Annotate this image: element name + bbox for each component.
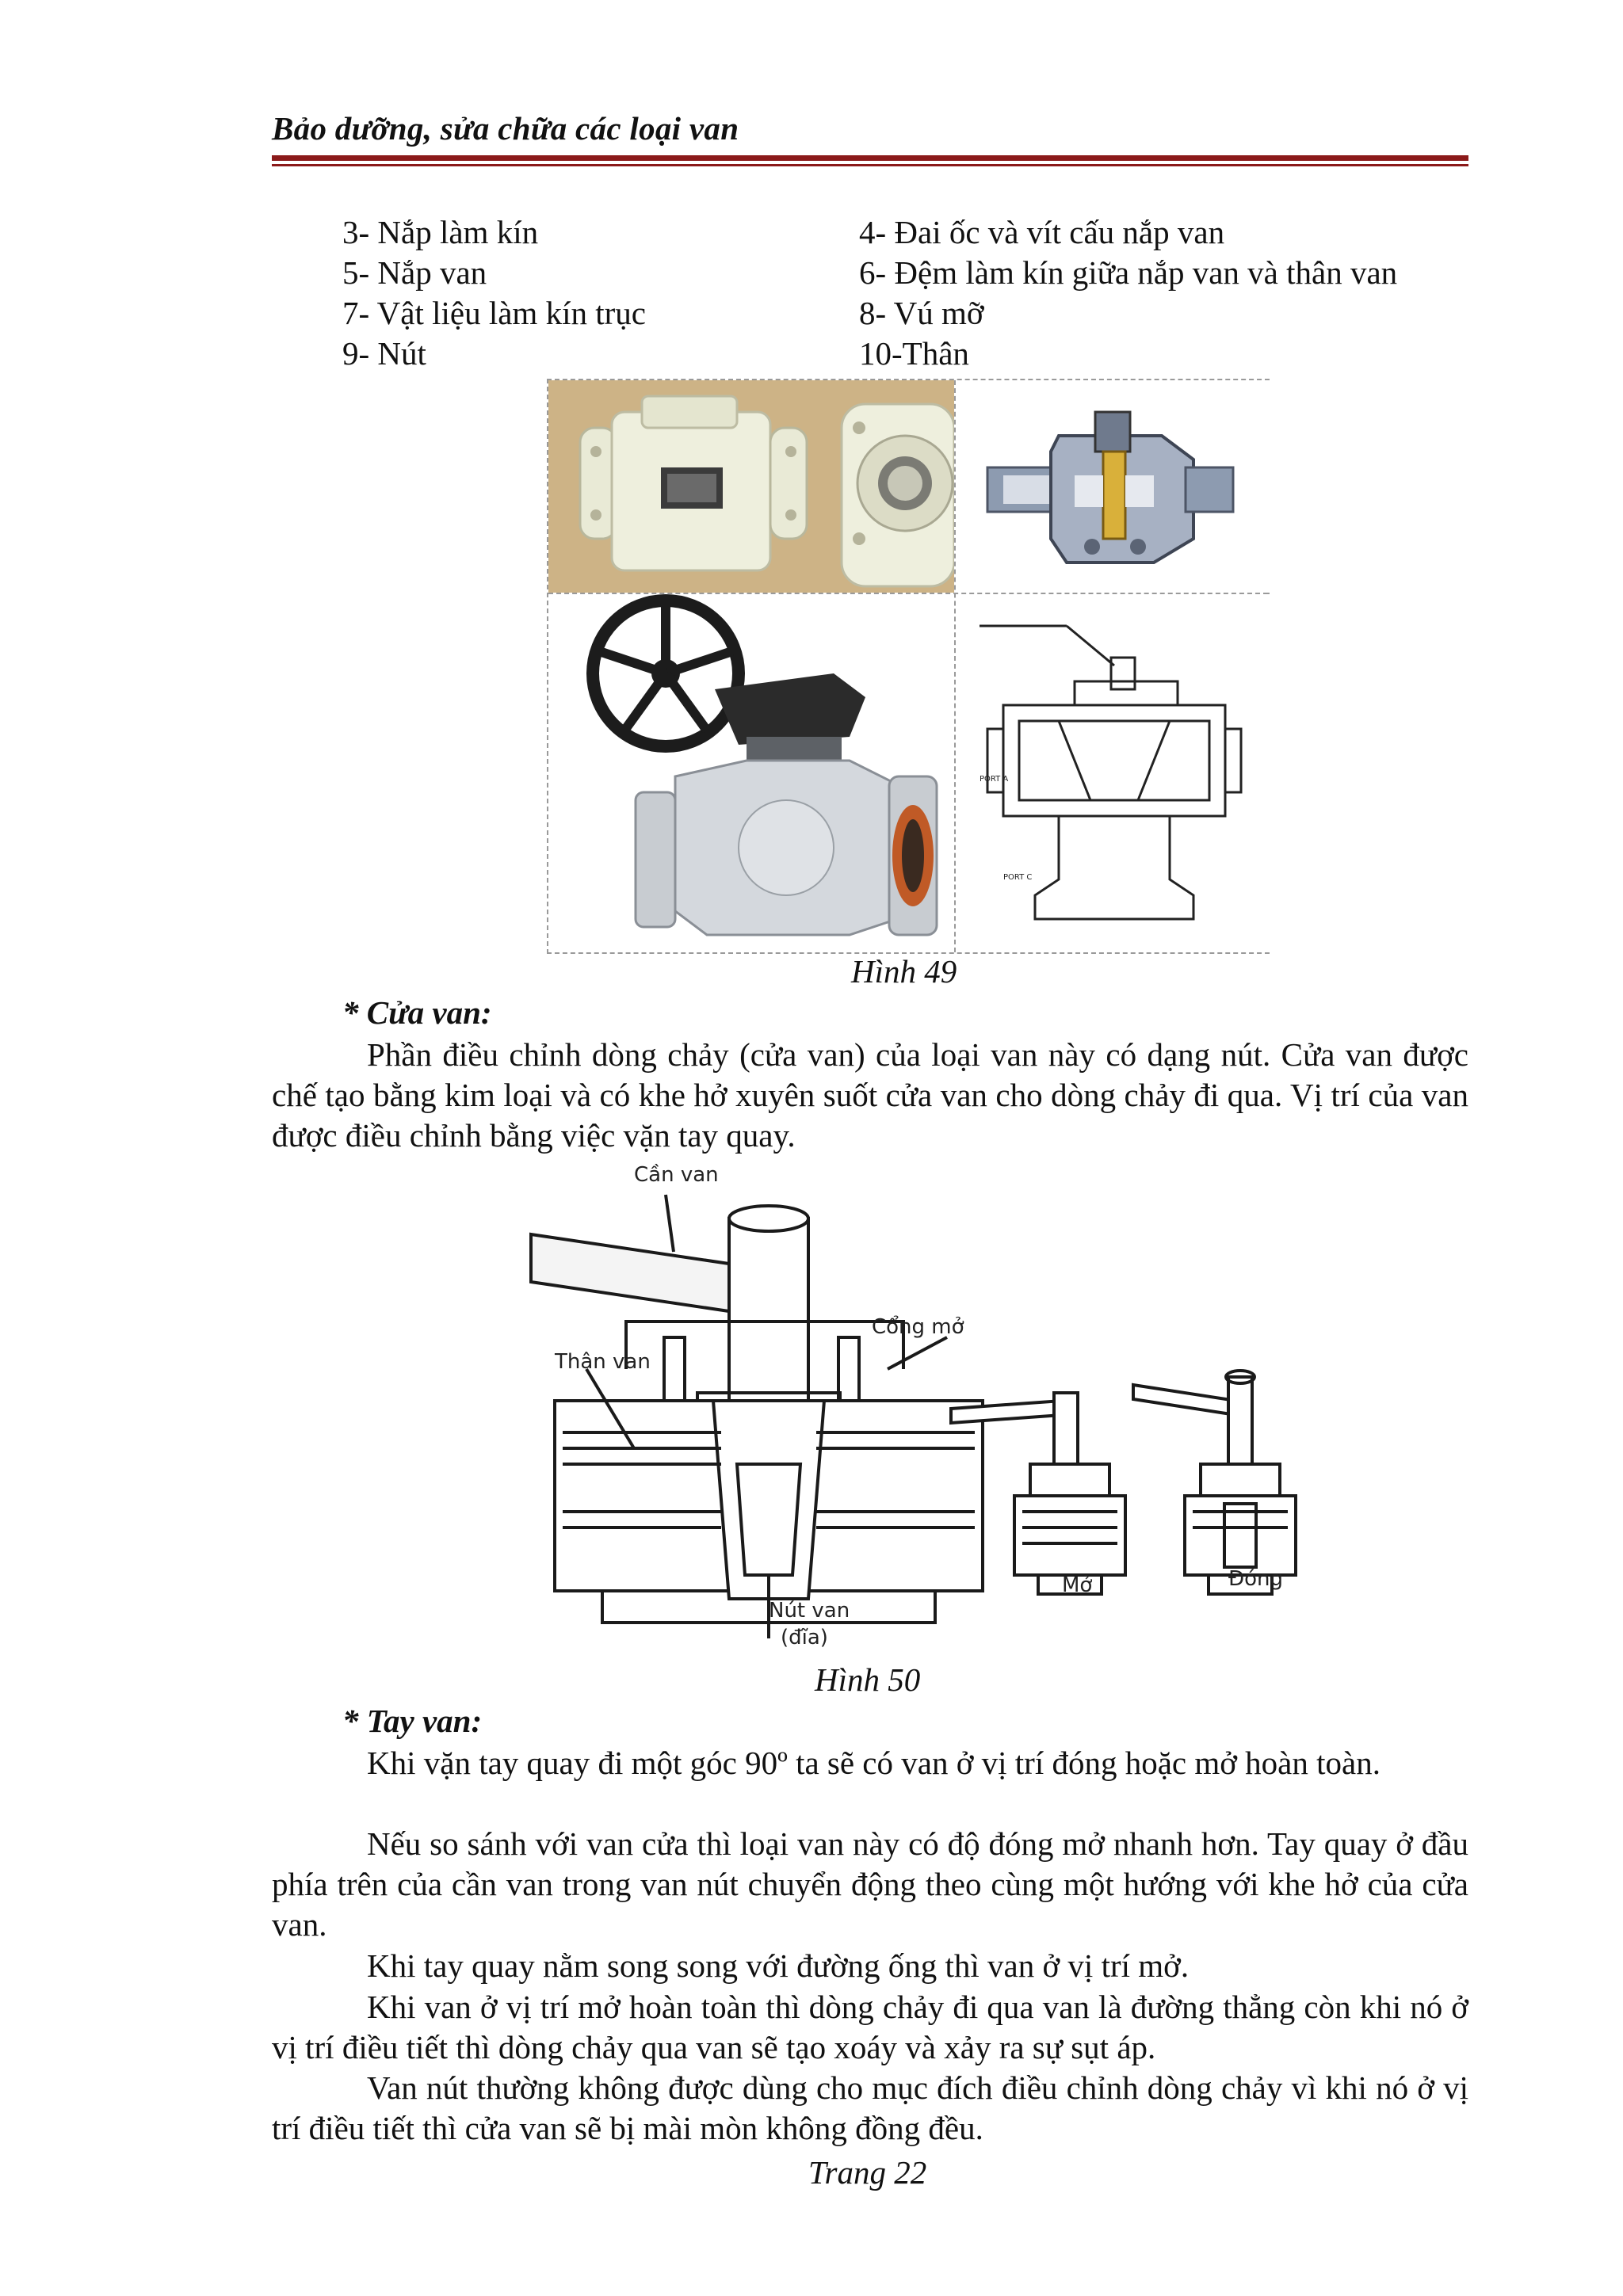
part-item: 5- Nắp van (342, 254, 487, 291)
paragraph-text: Khi tay quay nằm song song với đường ống thì van ở vị trí mở. (367, 1947, 1190, 1984)
diagram-multiport-valve (956, 594, 1270, 952)
figure-50 (507, 1163, 1379, 1670)
section-handle-p2 (272, 1824, 1468, 1945)
parts-row (342, 253, 1484, 293)
figure-49 (547, 379, 1270, 954)
section-handle-p3 (272, 1946, 1468, 1986)
section-heading-gate: * Cửa van: (342, 994, 492, 1031)
paragraph-text: Nếu so sánh với van cửa thì loại van này có độ đóng mở nhanh hơn. Tay quay ở đầu phía trên của cần van trong van nút chuyển động theo cùng một hướng với khe hở của cửa van. (272, 1825, 1468, 1943)
parts-list (342, 212, 1484, 374)
closed-label: Đóng (1228, 1567, 1284, 1591)
running-header: Bảo dưỡng, sửa chữa các loại van (272, 110, 739, 147)
section-handle-p5 (272, 2068, 1468, 2149)
paragraph-text: Phần điều chỉnh dòng chảy (cửa van) của loại van này có dạng nút. Cửa van được chế tạo bằng kim loại và có khe hở xuyên suốt cửa van cho dòng chảy đi qua. Vị trí của van được điều chỉnh bằng việc vặn tay quay. (272, 1036, 1468, 1154)
section-handle-p1 (272, 1743, 1468, 1783)
figure-divider-horizontal (548, 593, 1268, 596)
parts-row (342, 334, 1484, 374)
figure-divider-vertical (954, 380, 957, 952)
parts-row (342, 293, 1484, 334)
part-item: 4- Đai ốc và vít cấu nắp van (859, 214, 1225, 250)
open-label: Mở (1062, 1573, 1093, 1597)
section-gate-paragraph (272, 1035, 1468, 1156)
part-item: 6- Đệm làm kín giữa nắp van và thân van (859, 254, 1398, 291)
body-label: Thân van (555, 1350, 651, 1374)
photo-gear-operated-valve (548, 594, 954, 952)
header-rule-thick (272, 155, 1468, 161)
part-item: 9- Nút (342, 335, 426, 372)
port-c-label: PORT C (1003, 873, 1033, 882)
section-handle-p4 (272, 1987, 1468, 2068)
plug-sublabel: (đĩa) (781, 1626, 828, 1650)
photo-plug-valve-bodies (548, 380, 954, 593)
figure-50-caption: Hình 50 (815, 1661, 921, 1698)
paragraph-text: Van nút thường không được dùng cho mục đích điều chỉnh dòng chảy vì khi nó ở vị trí điều tiết thì cửa van sẽ bị mài mòn không đồng đều. (272, 2069, 1468, 2146)
page-number: Trang 22 (808, 2154, 927, 2191)
paragraph-text: Khi van ở vị trí mở hoàn toàn thì dòng chảy đi qua van là đường thẳng còn khi nó ở vị trí điều tiết thì dòng chảy qua van sẽ tạo xoáy và xảy ra sự sụt áp. (272, 1989, 1468, 2065)
part-item: 8- Vú mỡ (859, 295, 984, 331)
part-item: 10-Thân (859, 335, 969, 372)
header-rule-thin (272, 164, 1468, 166)
plug-label: Nút van (769, 1599, 850, 1623)
port-a-label: PORT A (980, 775, 1009, 784)
section-heading-handle: * Tay van: (342, 1703, 483, 1739)
stem-label: Cần van (634, 1163, 719, 1187)
port-label: Cổng mở (872, 1315, 964, 1339)
part-item: 3- Nắp làm kín (342, 214, 539, 250)
part-item: 7- Vật liệu làm kín trục (342, 295, 646, 331)
figure-49-caption: Hình 49 (851, 953, 957, 990)
parts-row (342, 212, 1484, 253)
paragraph-text: Khi vặn tay quay đi một góc 90º ta sẽ có van ở vị trí đóng hoặc mở hoàn toàn. (367, 1745, 1381, 1781)
photo-valve-cutaway (956, 380, 1270, 593)
